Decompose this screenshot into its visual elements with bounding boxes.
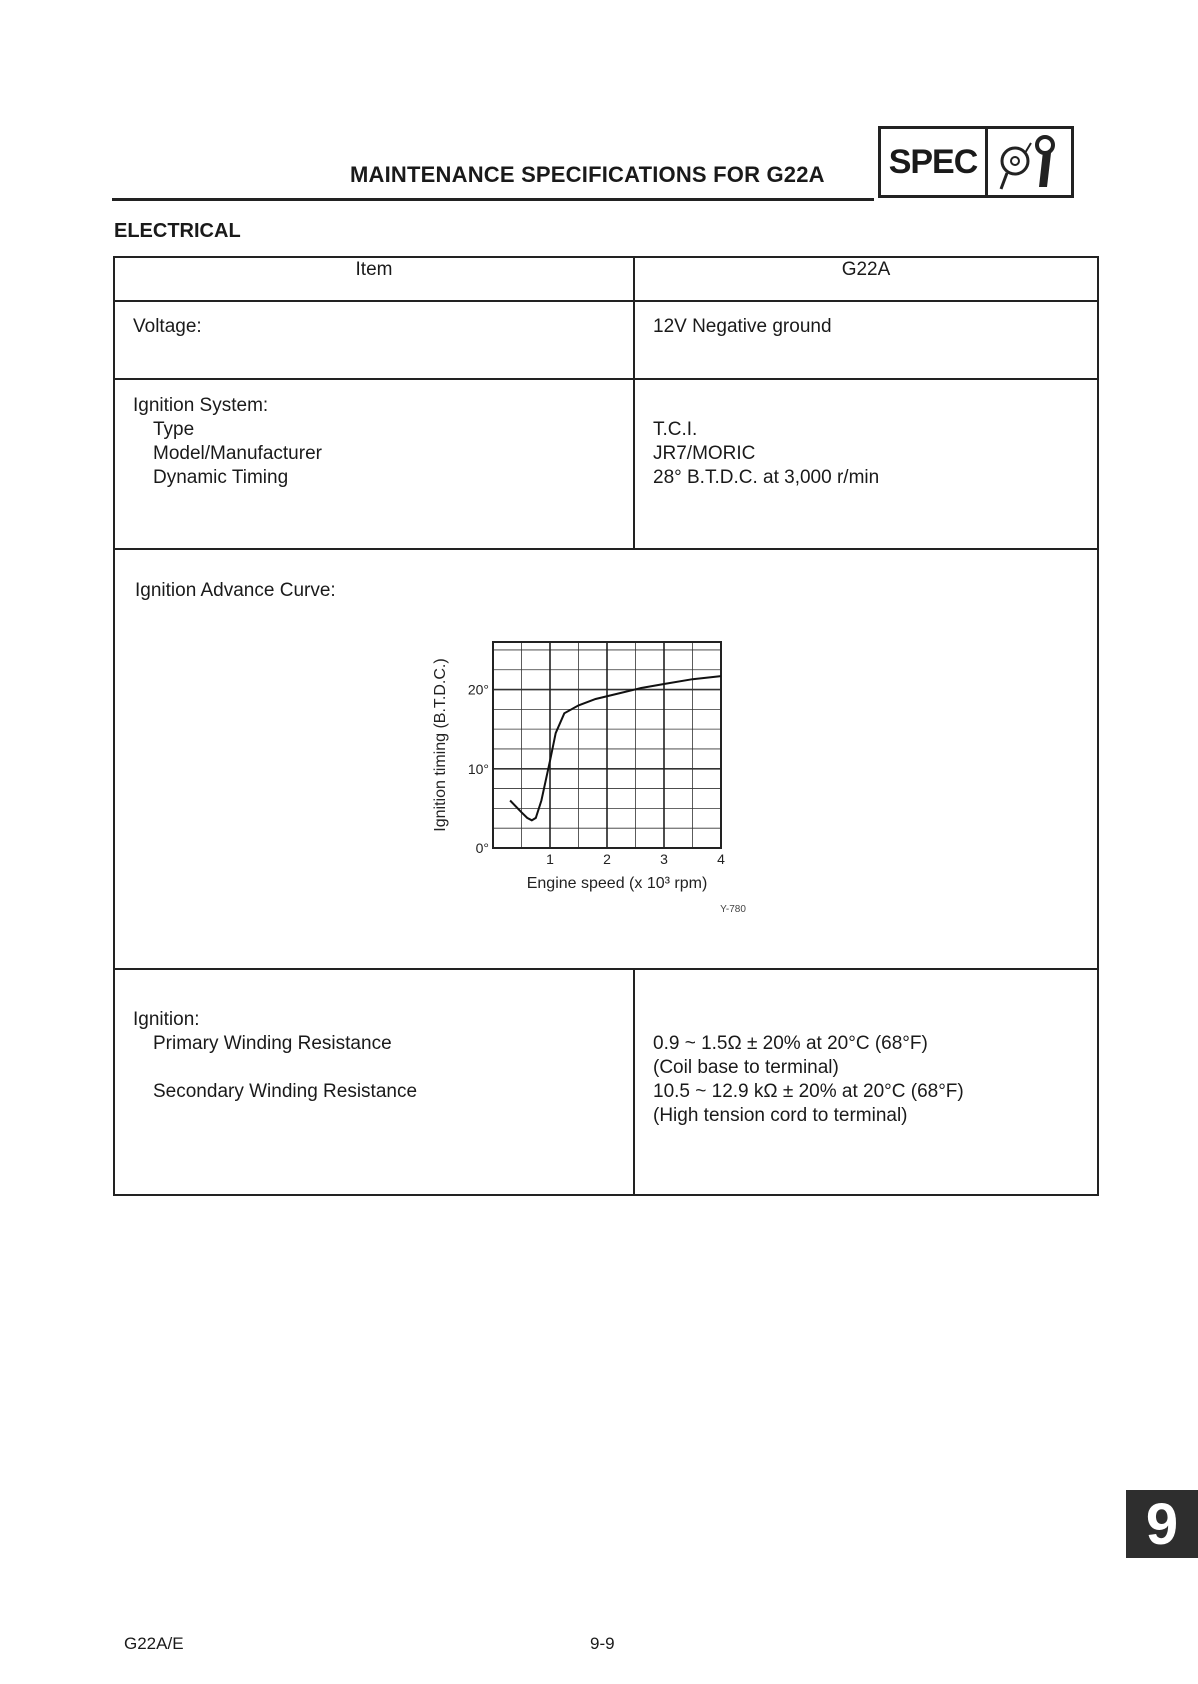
footer-model: G22A/E bbox=[124, 1634, 184, 1653]
x-tick-label: 3 bbox=[660, 851, 668, 867]
y-axis-label: Ignition timing (B.T.D.C.) bbox=[432, 658, 449, 832]
footer-page-number: 9-9 bbox=[590, 1634, 615, 1653]
primary-winding-note: (Coil base to terminal) bbox=[653, 1057, 839, 1078]
model-manufacturer-label: Model/Manufacturer bbox=[153, 443, 322, 464]
table-row-ignition-system bbox=[114, 379, 1098, 549]
dynamic-timing-value: 28° B.T.D.C. at 3,000 r/min bbox=[653, 467, 880, 488]
secondary-winding-note: (High tension cord to terminal) bbox=[653, 1105, 908, 1126]
type-label: Type bbox=[153, 419, 195, 440]
spec-badge-label: SPEC bbox=[881, 129, 988, 195]
chart-svg bbox=[115, 602, 1079, 942]
advance-curve-cell bbox=[114, 549, 1098, 969]
voltage-label: Voltage: bbox=[114, 301, 634, 379]
y-tick-label: 20° bbox=[467, 681, 489, 698]
ignition-system-values bbox=[634, 379, 1098, 549]
table-row-advance-curve bbox=[114, 549, 1098, 969]
x-tick-label: 2 bbox=[603, 851, 611, 867]
ignition-system-label: Ignition System: bbox=[133, 395, 269, 416]
primary-winding-label: Primary Winding Resistance bbox=[153, 1033, 392, 1054]
y-tick-label: 10° bbox=[467, 760, 489, 777]
figure-code: Y-780 bbox=[720, 904, 746, 915]
model-manufacturer-value: JR7/MORIC bbox=[653, 443, 756, 464]
spec-badge bbox=[878, 126, 1074, 198]
series-line-0 bbox=[510, 676, 721, 820]
x-axis-label: Engine speed (x 10³ rpm) bbox=[526, 875, 708, 892]
voltage-value: 12V Negative ground bbox=[634, 301, 1098, 379]
section-title: ELECTRICAL bbox=[114, 220, 241, 242]
x-tick-label: 1 bbox=[546, 851, 554, 867]
ignition-values bbox=[634, 969, 1098, 1195]
type-value: T.C.I. bbox=[653, 419, 698, 440]
ignition-label: Ignition: bbox=[133, 1009, 200, 1030]
page-title: MAINTENANCE SPECIFICATIONS FOR G22A bbox=[350, 162, 825, 187]
table-header-row bbox=[114, 257, 1098, 301]
chapter-tab: 9 bbox=[1126, 1490, 1198, 1558]
table-row-voltage bbox=[114, 301, 1098, 379]
ignition-system-labels bbox=[114, 379, 634, 549]
header-model: G22A bbox=[634, 257, 1098, 301]
table-row-ignition bbox=[114, 969, 1098, 1195]
advance-curve-label: Ignition Advance Curve: bbox=[135, 580, 336, 601]
secondary-winding-label: Secondary Winding Resistance bbox=[153, 1081, 418, 1102]
title-rule bbox=[112, 198, 874, 201]
y-tick-label: 0° bbox=[475, 840, 489, 856]
advance-curve-chart bbox=[115, 602, 1079, 942]
ignition-labels bbox=[114, 969, 634, 1195]
tools-icon bbox=[988, 129, 1071, 195]
x-tick-label: 4 bbox=[717, 851, 725, 867]
secondary-winding-value: 10.5 ~ 12.9 kΩ ± 20% at 20°C (68°F) bbox=[653, 1081, 964, 1102]
primary-winding-value: 0.9 ~ 1.5Ω ± 20% at 20°C (68°F) bbox=[653, 1033, 928, 1054]
dynamic-timing-label: Dynamic Timing bbox=[153, 467, 289, 488]
spec-table bbox=[113, 256, 1099, 1196]
header-item: Item bbox=[114, 257, 634, 301]
